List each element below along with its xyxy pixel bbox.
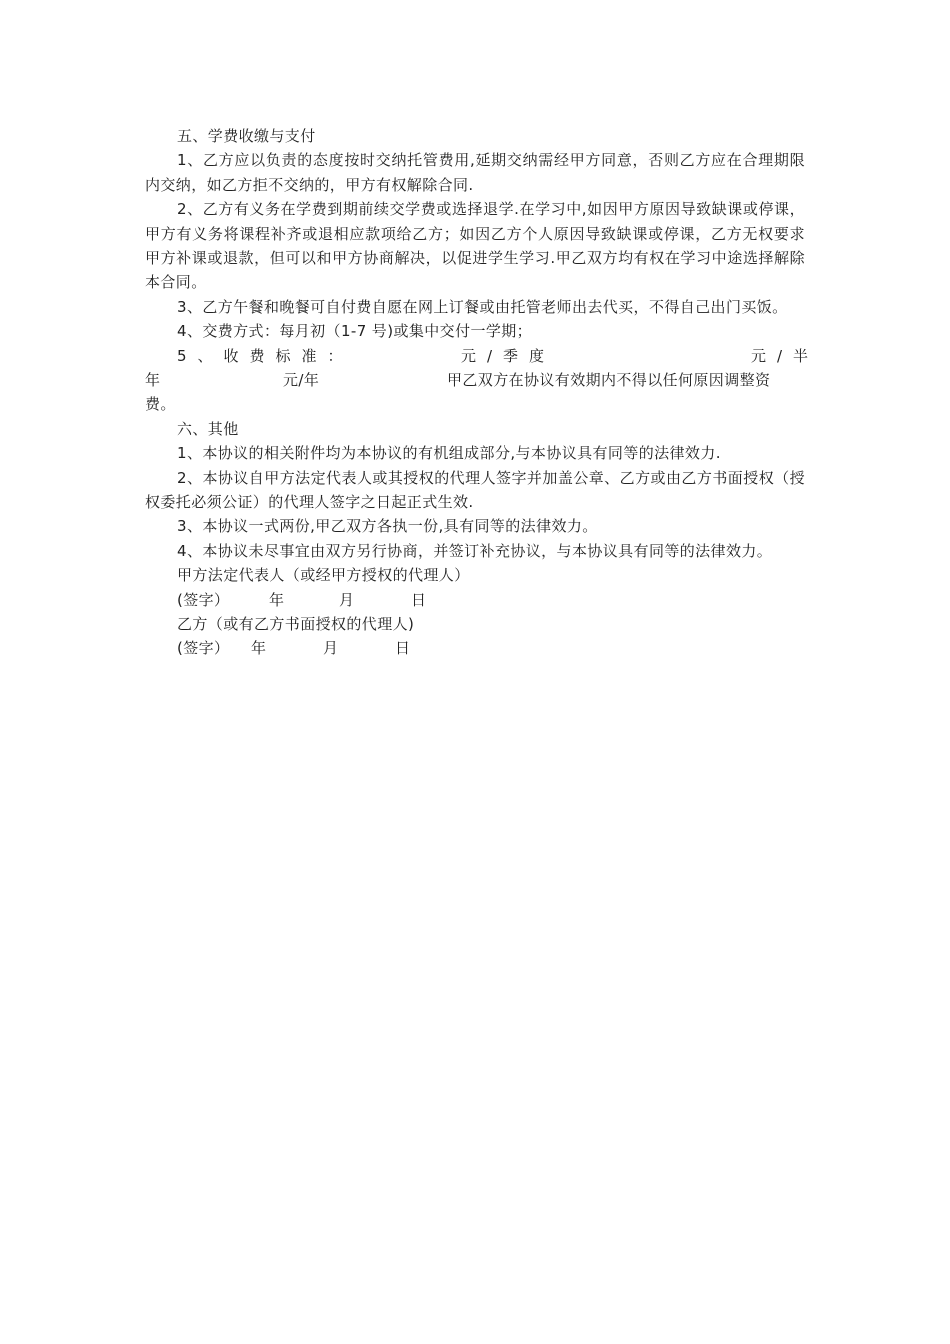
section-6-item-1: 1、本协议的相关附件均为本协议的有机组成部分,与本协议具有同等的法律效力.	[177, 444, 721, 463]
party-a-sign: (签字）	[177, 590, 230, 609]
section-6-heading: 六、其他	[177, 419, 239, 438]
section-5-item-1: 1、乙方应以负责的态度按时交纳托管费用,延期交纳需经甲方同意，否则乙方应在合理期限内交纳，如乙方拒不交纳的，甲方有权解除合同.	[145, 151, 805, 194]
party-a-label: 甲方法定代表人（或经甲方授权的代理人）	[177, 566, 470, 585]
fee-standard-line-2	[145, 368, 805, 392]
section-5-heading: 五、学费收缴与支付	[177, 127, 316, 145]
fee-per-half-prefix: 元/半	[751, 346, 820, 365]
party-b-label: 乙方（或有乙方书面授权的代理人)	[177, 615, 415, 634]
party-b-day: 日	[395, 639, 411, 658]
fee-adjust-note-end: 费。	[145, 395, 176, 414]
section-6-item-3: 3、本协议一式两份,甲乙双方各执一份,具有同等的法律效力。	[177, 517, 598, 536]
party-b-month: 月	[323, 639, 339, 658]
section-5-item-4: 4、交费方式：每月初（1-7 号)或集中交付一学期；	[177, 322, 533, 341]
fee-adjust-note: 甲乙双方在协议有效期内不得以任何原因调整资	[447, 371, 771, 390]
section-6-item-4: 4、本协议未尽事宜由双方另行协商，并签订补充协议，与本协议具有同等的法律效力。	[177, 541, 773, 560]
party-b-signature-line	[145, 636, 805, 660]
party-a-month: 月	[339, 590, 355, 609]
fee-standard-label: 5、收费标准：	[177, 346, 354, 365]
section-5-item-3: 3、乙方午餐和晚餐可自付费自愿在网上订餐或由托管老师出去代买，不得自己出门买饭。	[177, 297, 788, 316]
section-6-item-2: 2、本协议自甲方法定代表人或其授权的代理人签字并加盖公章、乙方或由乙方书面授权（授权委托必须公证）的代理人签字之日起正式生效.	[145, 468, 805, 512]
party-b-sign: (签字）	[177, 639, 230, 658]
party-b-year: 年	[251, 639, 267, 658]
fee-standard-line	[145, 344, 820, 368]
fee-per-year: 元/年	[283, 371, 320, 390]
document-body	[145, 124, 820, 661]
party-a-signature-line	[145, 588, 805, 612]
party-a-year: 年	[269, 590, 285, 609]
party-a-day: 日	[411, 590, 427, 609]
section-5-item-2: 2、乙方有义务在学费到期前续交学费或选择退学.在学习中,如因甲方原因导致缺课或停课，甲方有义务将课程补齐或退相应款项给乙方；如因乙方个人原因导致缺课或停课，乙方无权要求甲方补课或退款，但可以和甲方协商解决，以促进学生学习.甲乙双方均有权在学习中途选择解除本合同。	[145, 200, 805, 292]
fee-per-quarter: 元/季度	[461, 346, 556, 365]
fee-per-half-suffix: 年	[145, 371, 161, 390]
